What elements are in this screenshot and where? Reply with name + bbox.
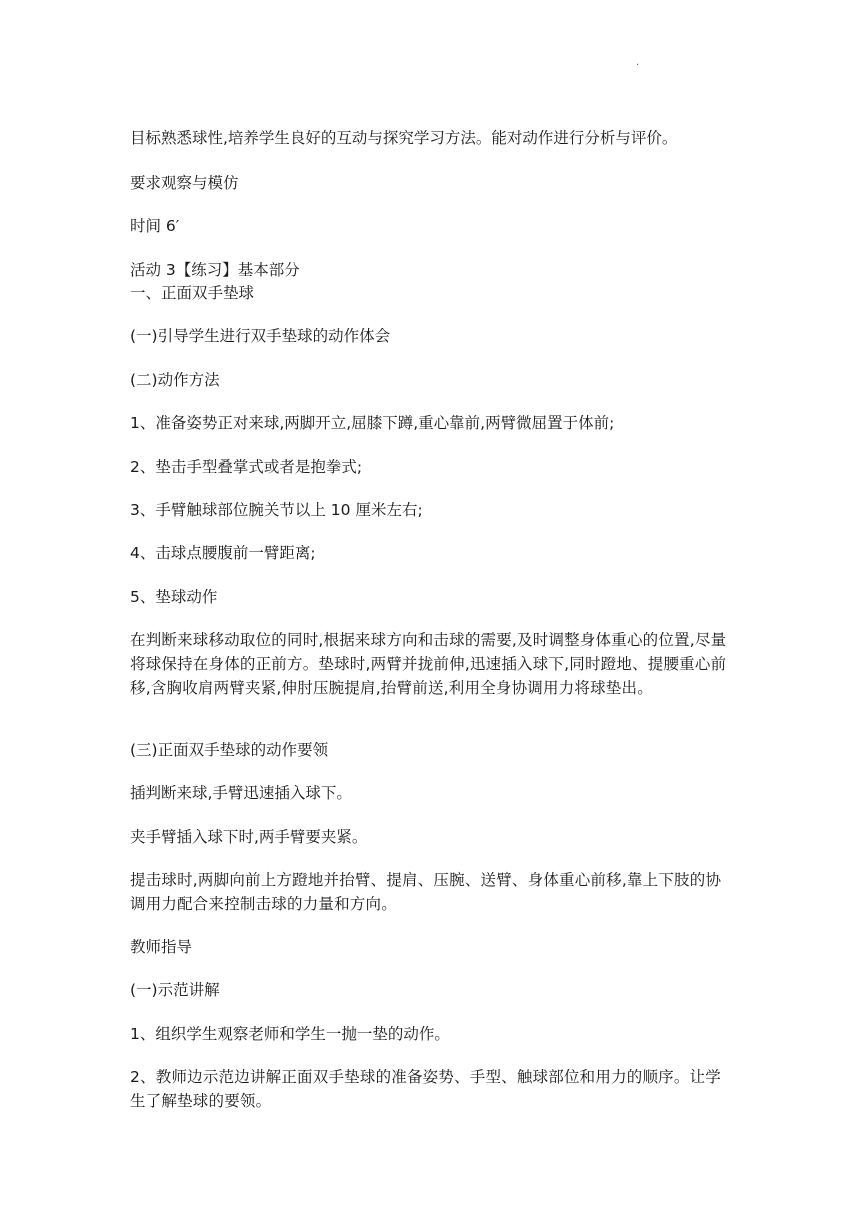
list-item-5: 5、垫球动作	[130, 588, 218, 606]
list-item-1: 1、准备姿势正对来球,两脚开立,屈膝下蹲,重心靠前,两臂微屈置于体前;	[130, 414, 615, 432]
key-point-3: 提击球时,两脚向前上方蹬地并抬臂、提肩、压腕、送臂、身体重心前移,靠上下肢的协调用力配合来控制击球的力量和方向。	[130, 871, 722, 913]
time-paragraph: 时间 6′	[130, 217, 180, 235]
demo-item-2: 2、教师边示范边讲解正面双手垫球的准备姿势、手型、触球部位和用力的顺序。让学生了解垫球的要领。	[130, 1068, 721, 1110]
activity-heading: 活动 3【练习】基本部分	[130, 261, 300, 279]
demo-heading: (一)示范讲解	[130, 981, 220, 999]
subsection-heading-3: (三)正面双手垫球的动作要领	[130, 741, 329, 759]
subsection-heading-1: (一)引导学生进行双手垫球的动作体会	[130, 327, 391, 345]
teacher-guidance-heading: 教师指导	[130, 938, 193, 956]
goal-paragraph: 目标熟悉球性,培养学生良好的互动与探究学习方法。能对动作进行分析与评价。	[130, 129, 678, 147]
header-mark: .	[636, 57, 640, 68]
key-point-1: 插判断来球,手臂迅速插入球下。	[130, 784, 352, 802]
technique-paragraph: 在判断来球移动取位的同时,根据来球方向和击球的需要,及时调整身体重心的位置,尽量将球保持在身体的正前方。垫球时,两臂并拢前伸,迅速插入球下,同时蹬地、提腰重心前移,含胸收肩两臂夹紧,伸肘压腕提肩,抬臂前送,利用全身协调用力将球垫出。	[130, 631, 727, 697]
demo-item-1: 1、组织学生观察老师和学生一抛一垫的动作。	[130, 1025, 450, 1043]
subsection-heading-2: (二)动作方法	[130, 371, 220, 389]
list-item-2: 2、垫击手型叠掌式或者是抱拳式;	[130, 458, 363, 476]
list-item-4: 4、击球点腰腹前一臂距离;	[130, 544, 316, 562]
section-heading: 一、正面双手垫球	[130, 284, 255, 302]
requirement-paragraph: 要求观察与模仿	[130, 174, 239, 192]
list-item-3: 3、手臂触球部位腕关节以上 10 厘米左右;	[130, 501, 423, 519]
key-point-2: 夹手臂插入球下时,两手臂要夹紧。	[130, 828, 368, 846]
